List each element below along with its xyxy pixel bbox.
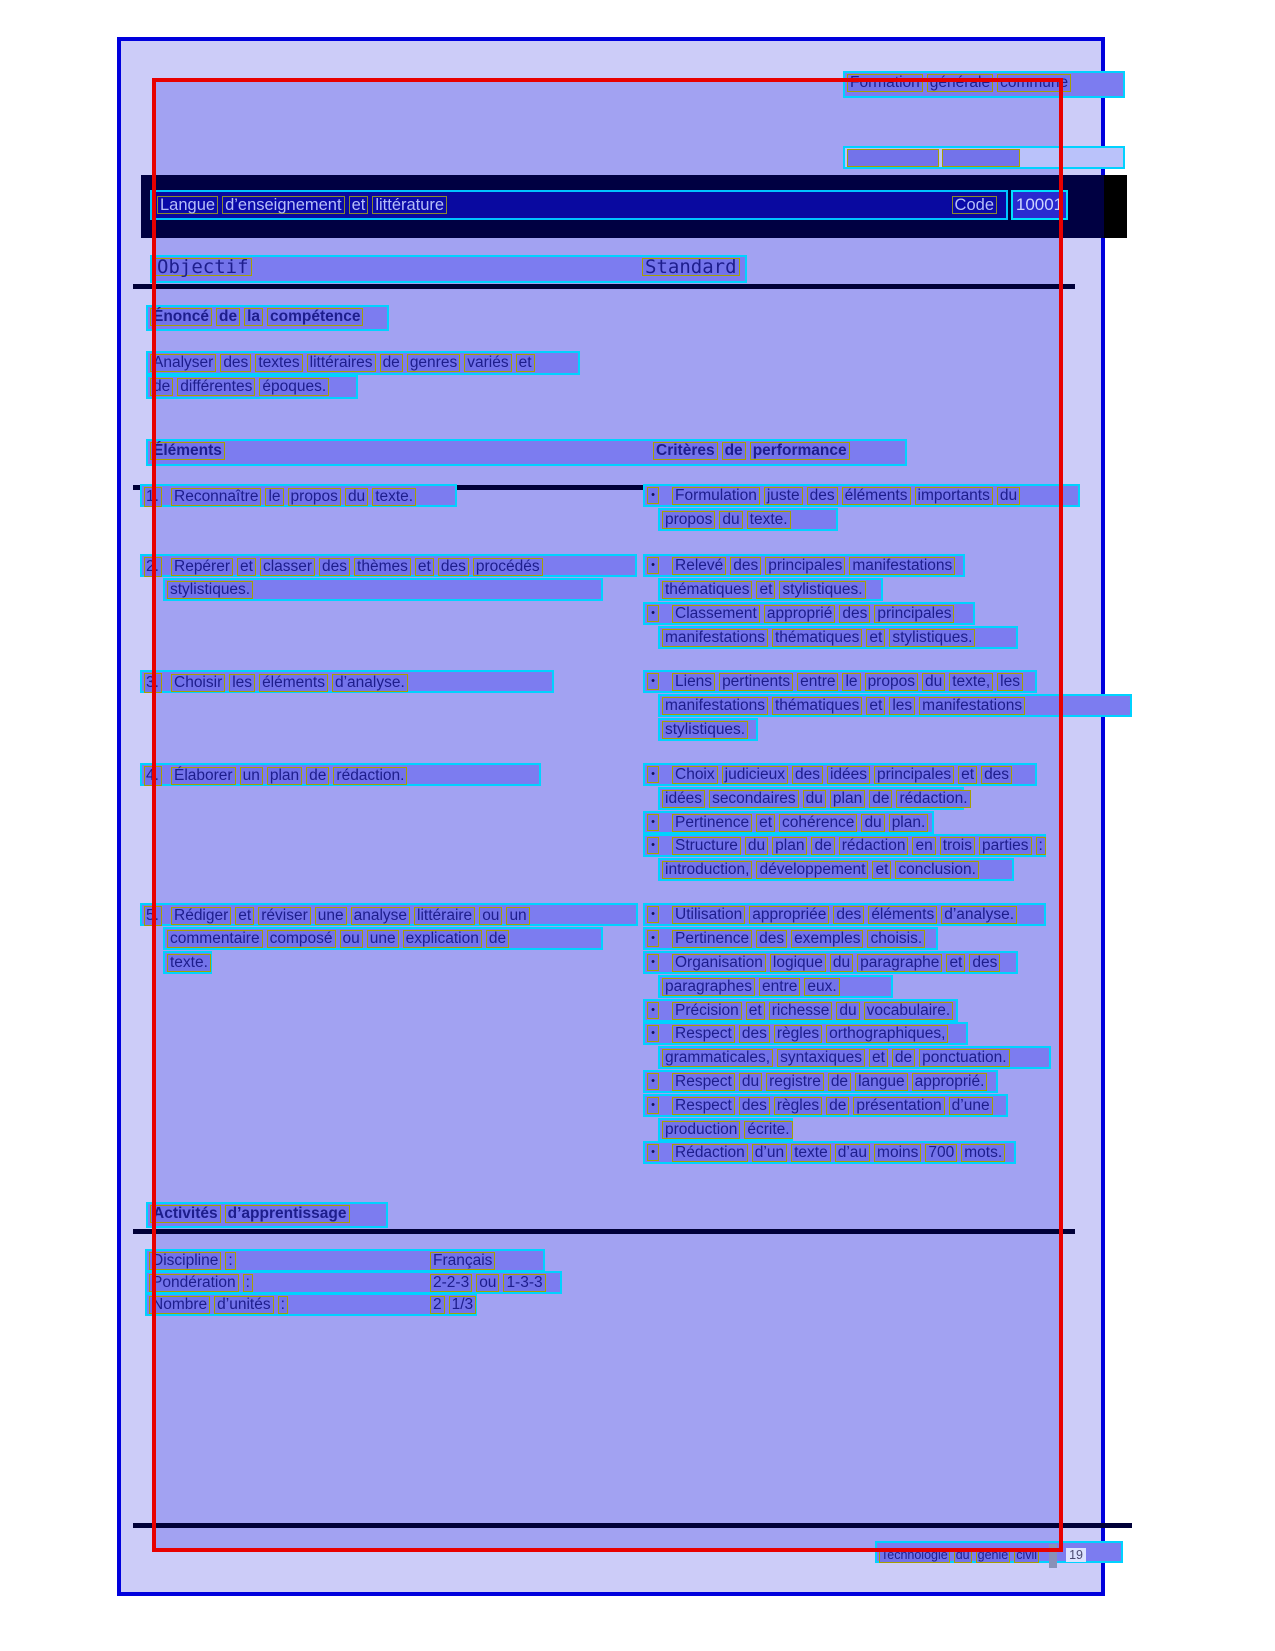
footer-separator (1049, 1544, 1057, 1568)
title-bar-overhang (1104, 175, 1127, 238)
running-head-text (847, 74, 1075, 91)
ocr-word: manifestations (849, 557, 955, 575)
criterion-line (643, 999, 958, 1022)
criterion-line (643, 554, 965, 577)
ocr-word: texte. (167, 954, 211, 972)
ocr-word: Éléments (150, 442, 225, 460)
ocr-word: stylistiques. (662, 721, 748, 739)
ocr-word: entre (759, 978, 800, 996)
ocr-word: de (306, 767, 329, 785)
info-line-ponderation (145, 1271, 562, 1294)
ocr-word: du (861, 814, 884, 832)
ocr-word: d’unités (214, 1296, 273, 1314)
ocr-word: : (1036, 837, 1046, 855)
ocr-word: et (756, 814, 775, 832)
ocr-word: et (958, 766, 977, 784)
ocr-word: règles (774, 1025, 822, 1043)
ocr-word: de (892, 1049, 915, 1067)
ocr-word: des (739, 1025, 770, 1043)
ocr-word: Rédiger (171, 907, 231, 925)
criterion-line (643, 1070, 998, 1093)
ocr-word: du (830, 954, 853, 972)
criterion-line (658, 787, 968, 810)
ocr-word: Activités (150, 1205, 221, 1223)
ocr-word: thèmes (354, 558, 411, 576)
ocr-word: 1/3 (449, 1296, 477, 1314)
info-line-unites (145, 1293, 477, 1316)
ocr-word: une (367, 930, 399, 948)
ocr-word: texte, (949, 673, 993, 691)
objectif-header (154, 256, 256, 278)
footer-line (875, 1541, 1123, 1563)
ocr-word: civil (1016, 1548, 1038, 1563)
ocr-word: 2 (430, 1296, 445, 1314)
ocr-word: et (415, 558, 434, 576)
ocr-word: de (216, 308, 240, 326)
ocr-word: d’analyse. (941, 906, 1017, 924)
enonce-line (146, 351, 580, 375)
element-line: 2. Repérer et classer des thèmes et des procédés (140, 554, 637, 577)
ocr-word: composé (267, 930, 336, 948)
page-title (157, 196, 451, 215)
ocr-word: plan (267, 767, 302, 785)
criterion-line (658, 508, 838, 531)
ocr-word: Énoncé (150, 308, 212, 326)
ocr-word: classer (260, 558, 315, 576)
ocr-word: rédaction. (896, 790, 970, 808)
ocr-word: et (349, 196, 369, 214)
ocr-word: stylistiques. (167, 581, 253, 599)
ocr-word: éléments (868, 906, 937, 924)
ocr-word: syntaxiques (777, 1049, 865, 1067)
horizontal-rule (133, 284, 1075, 289)
ocr-word: des (730, 557, 761, 575)
ocr-word: d’apprentissage (225, 1205, 350, 1223)
ocr-word: des (739, 1097, 770, 1115)
ocr-word: juste (764, 487, 803, 505)
ocr-word: introduction, (662, 861, 752, 879)
ocr-word: 700 (925, 1144, 957, 1162)
ocr-word: une (315, 907, 347, 925)
criterion-line (658, 1118, 793, 1141)
ocr-word: des (981, 766, 1012, 784)
ocr-word: principales (765, 557, 845, 575)
element-line: 1. Reconnaître le propos du texte. (140, 484, 457, 507)
criterion-line (643, 834, 1046, 857)
enonce-heading (146, 305, 389, 331)
ocr-word: Classement (672, 605, 760, 623)
ocr-word: commentaire (167, 930, 263, 948)
ocr-word: Utilisation (672, 906, 745, 924)
ocr-word: 1-3-3 (503, 1274, 545, 1292)
ocr-word: Respect (672, 1073, 735, 1091)
ocr-word: stylistiques. (779, 581, 865, 599)
ocr-word: Code (952, 196, 997, 214)
ocr-word: Langue (157, 196, 218, 214)
ocr-word: texte. (372, 488, 416, 506)
ocr-word: appropriée (749, 906, 829, 924)
criterion-line (658, 626, 1018, 649)
ocr-word: texte. (747, 511, 791, 529)
ocr-word: principales (874, 766, 954, 784)
ocr-word: pertinents (719, 673, 793, 691)
bullet-icon: • (647, 837, 659, 854)
ocr-word: et (746, 1002, 765, 1020)
ocr-word: du (997, 487, 1020, 505)
ocr-word: d’au (835, 1144, 870, 1162)
ocr-word: des (319, 558, 350, 576)
element-line: 3. Choisir les éléments d’analyse. (140, 670, 554, 693)
ocr-word: trois (940, 837, 975, 855)
ocr-word: explication (403, 930, 482, 948)
bullet-icon: • (647, 906, 659, 923)
ocr-word: moins (874, 1144, 921, 1162)
ocr-word: eux. (804, 978, 839, 996)
ocr-word: ou (476, 1274, 499, 1292)
ocr-word: Formulation (672, 487, 760, 505)
ocr-word: cohérence (779, 814, 857, 832)
ocr-word: : (278, 1296, 288, 1314)
ocr-word: les (889, 697, 915, 715)
ocr-word: importants (915, 487, 993, 505)
ocr-word: du (345, 488, 368, 506)
ocr-word: les (229, 674, 255, 692)
ocr-word: générale (927, 74, 993, 92)
ocr-word: du (745, 837, 768, 855)
ocr-word: Français (430, 1252, 495, 1270)
ocr-word: commune (997, 74, 1071, 92)
info-value (430, 1296, 480, 1314)
ocr-word: littéraire (414, 907, 475, 925)
ocr-word: et (516, 354, 535, 372)
ocr-word: du (955, 1548, 970, 1563)
ocr-word: de (811, 837, 834, 855)
ocr-word: idées (662, 790, 705, 808)
elements-header (150, 442, 229, 459)
activities-heading (146, 1202, 388, 1228)
ocr-word: logique (770, 954, 826, 972)
standard-header (642, 258, 744, 276)
criterion-line (643, 484, 1080, 507)
column-headers-line (150, 255, 747, 283)
ocr-word: orthographiques, (826, 1025, 948, 1043)
ocr-word: écrite. (744, 1121, 792, 1139)
ocr-word: Analyser (150, 354, 216, 372)
ocr-word: et (756, 581, 775, 599)
ocr-word: des (792, 766, 823, 784)
footer-program (879, 1548, 1043, 1562)
ocr-word: du (922, 673, 945, 691)
ocr-word: le (265, 488, 283, 506)
ocr-word: du (836, 1002, 859, 1020)
ocr-word: différentes (177, 378, 255, 396)
ocr-word: Repérer (171, 558, 233, 576)
ocr-word: de (828, 1073, 851, 1091)
bullet-icon: • (647, 1073, 659, 1090)
ocr-word: conclusion. (895, 861, 979, 879)
ocr-word: Objectif (154, 258, 252, 276)
ocr-word: thématiques (772, 697, 862, 715)
ocr-word: 2-2-3 (430, 1274, 472, 1292)
ocr-word: Reconnaître (171, 488, 261, 506)
bullet-icon: • (647, 1097, 659, 1114)
ocr-word: et (866, 629, 885, 647)
bullet-icon: • (647, 673, 659, 690)
ocr-word: Organisation (672, 954, 766, 972)
criterion-line (643, 951, 1018, 974)
running-head-line (843, 71, 1125, 98)
title-line-box (150, 190, 1008, 220)
code-label (952, 196, 1001, 215)
ocr-word: développement (756, 861, 868, 879)
element-line: 5. Rédiger et réviser une analyse littéraire ou un (140, 903, 638, 926)
ocr-word: propos (662, 511, 715, 529)
horizontal-rule (133, 1229, 1075, 1234)
ocr-word: entre (797, 673, 838, 691)
criterion-line (643, 927, 938, 950)
ocr-word: grammaticales, (662, 1049, 773, 1067)
ocr-word: des (807, 487, 838, 505)
ocr-word: Nombre (149, 1296, 210, 1314)
ocr-word: plan (772, 837, 807, 855)
criterion-line (643, 1094, 1008, 1117)
ocr-word: réviser (258, 907, 311, 925)
ocr-word: Discipline (149, 1252, 221, 1270)
ocr-word: d’analyse. (332, 674, 408, 692)
ocr-word: littérature (372, 196, 447, 214)
ocr-word: : (225, 1252, 235, 1270)
ocr-word: Pertinence (672, 814, 752, 832)
ocr-word: manifestations (919, 697, 1025, 715)
ocr-word: d’un (752, 1144, 787, 1162)
criterion-line (643, 1022, 968, 1045)
enonce-line (146, 375, 358, 399)
ocr-word: idées (827, 766, 870, 784)
ocr-word: Relevé (672, 557, 726, 575)
ocr-word: performance (750, 442, 850, 460)
code-value: 10001 (1011, 190, 1068, 220)
ocr-word: Critères (653, 442, 718, 460)
criterion-line (643, 602, 975, 625)
table-header-line (146, 439, 907, 466)
element-line: 4. Élaborer un plan de rédaction. (140, 763, 541, 786)
ocr-word: plan. (889, 814, 929, 832)
ocr-word: rédaction. (333, 767, 407, 785)
element-line (163, 578, 603, 601)
ocr-word: choisis. (867, 930, 925, 948)
ocr-word: Respect (672, 1025, 735, 1043)
ocr-word: en (912, 837, 935, 855)
ocr-word: des (438, 558, 469, 576)
ocr-word: littéraires (307, 354, 376, 372)
ocr-word: exemples (791, 930, 863, 948)
ocr-word: d’une (949, 1097, 993, 1115)
ocr-word: Élaborer (171, 767, 236, 785)
ocr-word: et (869, 1049, 888, 1067)
bullet-icon: • (647, 930, 659, 947)
ocr-word: textes (255, 354, 302, 372)
ocr-word: judicieux (722, 766, 788, 784)
criterion-line (658, 718, 758, 741)
ocr-word: compétence (267, 308, 363, 326)
info-value (430, 1252, 499, 1270)
info-line-discipline (145, 1249, 545, 1272)
ocr-word: procédés (473, 558, 543, 576)
ocr-word: et (237, 558, 256, 576)
criterion-line (658, 694, 1132, 717)
blank-ocr-word (847, 149, 939, 167)
ocr-word: des (833, 906, 864, 924)
ocr-word: le (842, 673, 860, 691)
criterion-line (658, 578, 883, 601)
ocr-word: de (380, 354, 403, 372)
criterion-line (658, 1046, 1051, 1069)
ocr-word: plan (830, 790, 865, 808)
ocr-word: époques. (259, 378, 329, 396)
ocr-word: la (244, 308, 263, 326)
ocr-word: manifestations (662, 629, 768, 647)
ocr-word: thématiques (662, 581, 752, 599)
ocr-word: les (997, 673, 1023, 691)
ocr-word: et (235, 907, 254, 925)
bullet-icon: • (647, 1025, 659, 1042)
ocr-word: vocabulaire. (864, 1002, 954, 1020)
ocr-word: texte (791, 1144, 831, 1162)
bullet-icon: • (647, 557, 659, 574)
ocr-word: Choix (672, 766, 718, 784)
bullet-icon: • (647, 954, 659, 971)
bullet-icon: • (647, 605, 659, 622)
ocr-word: d’enseignement (222, 196, 345, 214)
ocr-word: de (869, 790, 892, 808)
criterion-line (643, 811, 934, 834)
ocr-word: langue (855, 1073, 908, 1091)
ocr-word: paragraphes (662, 978, 755, 996)
ocr-word: règles (774, 1097, 822, 1115)
ocr-word: analyse (351, 907, 410, 925)
ocr-word: de (722, 442, 746, 460)
ocr-word: des (969, 954, 1000, 972)
criterion-line (643, 763, 1037, 786)
ocr-word: éléments (842, 487, 911, 505)
ocr-word: Structure (672, 837, 741, 855)
ocr-word: variés (464, 354, 511, 372)
ocr-word: Pertinence (672, 930, 752, 948)
ocr-word: des (220, 354, 251, 372)
criteres-header (653, 442, 854, 460)
ocr-word: production (662, 1121, 740, 1139)
ocr-word: registre (766, 1073, 824, 1091)
ocr-word: et (946, 954, 965, 972)
element-line (163, 951, 212, 974)
ocr-word: Pondération (149, 1274, 239, 1292)
ocr-word: un (240, 767, 263, 785)
bullet-icon: • (647, 1144, 659, 1161)
criterion-line (643, 903, 1046, 926)
ocr-word: propos (865, 673, 918, 691)
ocr-word: genres (407, 354, 460, 372)
ocr-word: thématiques (772, 629, 862, 647)
criterion-line (643, 1141, 1016, 1164)
ocr-word: principales (874, 605, 954, 623)
ocr-word: et (872, 861, 891, 879)
ocr-word: Respect (672, 1097, 735, 1115)
ocr-word: propos (288, 488, 341, 506)
criterion-line (643, 670, 1037, 693)
ocr-word: présentation (853, 1097, 944, 1115)
ocr-word: Liens (672, 673, 715, 691)
ocr-word: du (803, 790, 826, 808)
bullet-icon: • (647, 766, 659, 783)
ocr-word: manifestations (662, 697, 768, 715)
ocr-word: mots. (961, 1144, 1005, 1162)
ocr-word: parties (979, 837, 1032, 855)
blank-ocr-word (942, 149, 1020, 167)
ocr-word: Choisir (171, 674, 225, 692)
ocr-word: du (739, 1073, 762, 1091)
criterion-line (658, 975, 893, 998)
ocr-word: génie (977, 1548, 1009, 1563)
ocr-word: de (826, 1097, 849, 1115)
horizontal-rule (133, 1523, 1132, 1528)
bullet-icon: • (647, 487, 659, 504)
ocr-word: stylistiques. (889, 629, 975, 647)
bullet-icon: • (647, 814, 659, 831)
ocr-word: des (756, 930, 787, 948)
ocr-word: et (866, 697, 885, 715)
ocr-word: : (243, 1274, 253, 1292)
ocr-word: éléments (259, 674, 328, 692)
ocr-word: du (719, 511, 742, 529)
ocr-word: Rédaction (672, 1144, 748, 1162)
ocr-word: ponctuation. (919, 1049, 1009, 1067)
ocr-word: de (486, 930, 509, 948)
ocr-word: Standard (642, 258, 740, 276)
ocr-word: Précision (672, 1002, 742, 1020)
ocr-word: secondaires (709, 790, 799, 808)
page-number: 19 (1066, 1548, 1086, 1562)
ocr-word: richesse (769, 1002, 833, 1020)
bullet-icon: • (647, 1002, 659, 1019)
ocr-word: un (506, 907, 529, 925)
ocr-word: ou (479, 907, 502, 925)
ocr-word: rédaction (839, 837, 909, 855)
ocr-word: Formation (847, 74, 923, 92)
ocr-word: Technologie (881, 1548, 948, 1563)
element-line (163, 927, 603, 950)
ocr-word: des (839, 605, 870, 623)
ocr-word: ou (340, 930, 363, 948)
ocr-word: de (150, 378, 173, 396)
criterion-line (658, 858, 1014, 881)
ocr-word: approprié (764, 605, 836, 623)
ocr-word: approprié. (912, 1073, 988, 1091)
ocr-word: paragraphe (857, 954, 942, 972)
info-value (430, 1274, 550, 1292)
